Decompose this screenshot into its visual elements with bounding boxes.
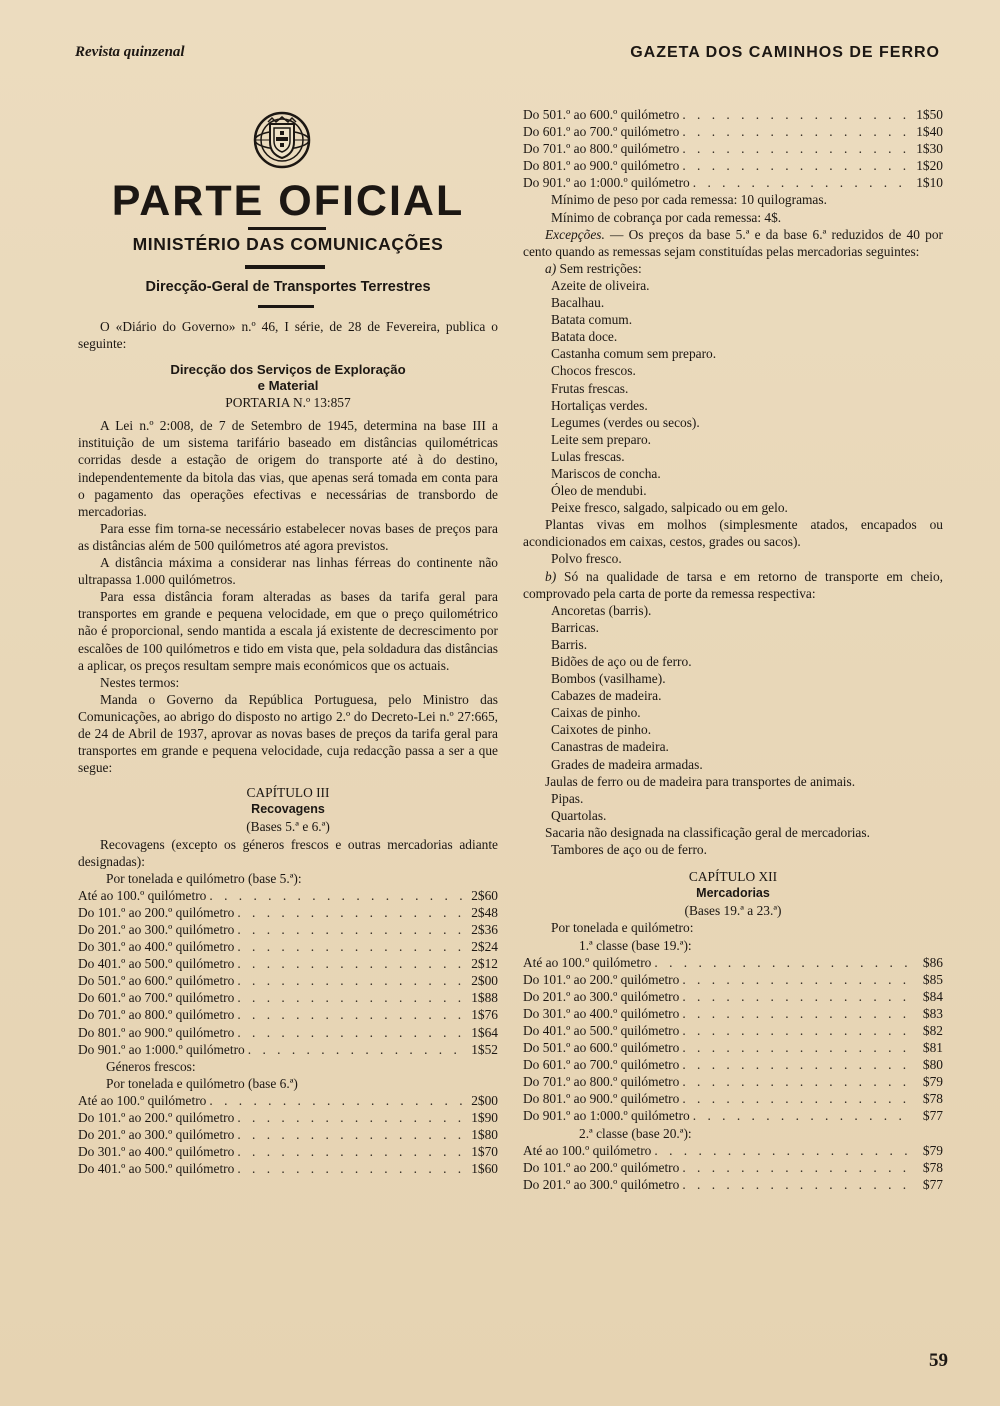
list-item: Bidões de aço ou de ferro. bbox=[551, 654, 692, 669]
list-item: Bacalhau. bbox=[551, 295, 605, 311]
list-item: Jaulas de ferro ou de madeira para transportes de animais. bbox=[545, 773, 856, 789]
running-head-left: Revista quinzenal bbox=[75, 44, 185, 60]
body-paragraph: Manda o Governo da República Portuguesa, pelo Ministro das Comunicações, ao abrigo do disposto no artigo 2.º do Decreto-Lei n.º 27:665, de 24 de Abril de 1937, aprovar as novas bases de preços da tarifa geral para transportes em grande e pequena velocidade, cuja redacção passa a ser a que segue: bbox=[78, 691, 498, 776]
list-item: Hortaliças verdes. bbox=[551, 397, 648, 413]
tariff-row: Do 501.º ao 600.º quilómetro . . . 1$50 bbox=[523, 106, 943, 123]
tariff-table-base5 bbox=[78, 887, 498, 1058]
list-item: Cabazes de madeira. bbox=[551, 688, 662, 704]
intro-paragraph: O «Diário do Governo» n.º 46, I série, de 28 de Fevereira, publica o seguinte: bbox=[78, 319, 498, 352]
chapter-title: CAPÍTULO III bbox=[246, 785, 330, 801]
page-title: PARTE OFICIAL bbox=[111, 177, 465, 225]
list-item: Tambores de aço ou de ferro. bbox=[551, 842, 707, 858]
list-item: Polvo fresco. bbox=[551, 551, 622, 567]
tariff-label: Por tonelada e quilómetro (base 6.ª) bbox=[106, 1075, 298, 1091]
body-paragraph: A distância máxima a considerar nas linhas férreas do continente não ultrapassa 1.000 quilómetros. bbox=[78, 555, 498, 588]
minimum-weight: Mínimo de peso por cada remessa: 10 quilogramas. bbox=[551, 192, 827, 208]
chapter-description: Recovagens (excepto os géneros frescos e outras mercadorias adiante designadas): bbox=[78, 836, 498, 869]
chapter-subtitle: Mercadorias bbox=[696, 886, 770, 901]
tariff-row: Do 201.º ao 300.º quilómetro . . . 1$80 bbox=[78, 1126, 498, 1143]
body-paragraph: Para essa distância foram alteradas as bases da tarifa geral para transportes em grande e pequena velocidade, em que o preço quilométrico não é proporcional, sendo mantida a escala já existente de decrescimento por escalões de 100 quilómetros e tido em vista que, pela soldadura das distâncias a aplicar, os preços resultam sempre mais económicos que os actuais. bbox=[78, 589, 498, 673]
tariff-row: Do 801.º ao 900.º quilómetro . . . $78 bbox=[523, 1090, 943, 1107]
tariff-row: Do 101.º ao 200.º quilómetro . . . 1$90 bbox=[78, 1109, 498, 1126]
tariff-row: Do 901.º ao 1:000.º quilómetro . . . $77 bbox=[523, 1107, 943, 1124]
list-item: Batata doce. bbox=[551, 329, 618, 345]
group-b-heading: b) Só na qualidade de tarsa e em retorno de transporte em cheio, comprovado pela carta de porte da remessa respectiva: bbox=[523, 568, 943, 601]
list-item: Quartolas. bbox=[551, 807, 607, 823]
tariff-row: Do 701.º ao 800.º quilómetro . . . 1$30 bbox=[523, 140, 943, 157]
tariff-table-class1 bbox=[523, 954, 943, 1125]
chapter-bases: (Bases 19.ª a 23.ª) bbox=[684, 903, 782, 919]
tariff-row: Do 401.º ao 500.º quilómetro . . . 2$12 bbox=[78, 955, 498, 972]
tariff-row: Do 201.º ao 300.º quilómetro . . . 2$36 bbox=[78, 921, 498, 938]
exceptions-label: Excepções. bbox=[545, 226, 605, 242]
list-item: Leite sem preparo. bbox=[551, 431, 652, 447]
body-paragraph: Para esse fim torna-se necessário estabelecer novas bases de preços para as distâncias além de 500 quilómetros até agora previstos. bbox=[78, 520, 498, 553]
tariff-label: Géneros frescos: bbox=[106, 1058, 196, 1074]
portaria-number: PORTARIA N.º 13:857 bbox=[225, 395, 351, 411]
tariff-row: Do 201.º ao 300.º quilómetro . . . $84 bbox=[523, 988, 943, 1005]
service-heading bbox=[78, 362, 498, 394]
tariff-row: Do 301.º ao 400.º quilómetro . . . 1$70 bbox=[78, 1143, 498, 1160]
list-item: Pipas. bbox=[551, 790, 584, 806]
list-item: Caixas de pinho. bbox=[551, 705, 641, 721]
list-item: Caixotes de pinho. bbox=[551, 722, 652, 738]
portuguese-coat-of-arms-icon bbox=[250, 108, 314, 172]
list-item: Óleo de mendubi. bbox=[551, 483, 647, 499]
class-label: 1.ª classe (base 19.ª): bbox=[579, 937, 692, 953]
list-item: Grades de madeira armadas. bbox=[551, 756, 703, 772]
chapter-bases: (Bases 5.ª e 6.ª) bbox=[246, 819, 330, 835]
tariff-row: Do 301.º ao 400.º quilómetro . . . $83 bbox=[523, 1005, 943, 1022]
tariff-row: Até ao 100.º quilómetro . . . $79 bbox=[523, 1142, 943, 1159]
list-item: Legumes (verdes ou secos). bbox=[551, 414, 700, 430]
tariff-row: Do 401.º ao 500.º quilómetro . . . 1$60 bbox=[78, 1160, 498, 1177]
tariff-row: Do 701.º ao 800.º quilómetro . . . $79 bbox=[523, 1073, 943, 1090]
class-label: 2.ª classe (base 20.ª): bbox=[579, 1125, 692, 1141]
tariff-row: Do 601.º ao 700.º quilómetro . . . 1$40 bbox=[523, 123, 943, 140]
tariff-row: Até ao 100.º quilómetro . . . $86 bbox=[523, 954, 943, 971]
tariff-row: Do 601.º ao 700.º quilómetro . . . 1$88 bbox=[78, 989, 498, 1006]
list-item: Ancoretas (barris). bbox=[551, 602, 652, 618]
body-paragraph: A Lei n.º 2:008, de 7 de Setembro de 1945, determina na base III a instituição de um sistema tarifário baseado em distâncias quilométricas corridas desde a estação de origem do transporte até à do destino, independentemente da bitola das vias, que apenas será tomada em conta para o pagamento das operações efectivas e necessárias de transbordo de mercadorias. bbox=[78, 418, 498, 519]
tariff-row: Do 901.º ao 1:000.º quilómetro . . . 1$10 bbox=[523, 174, 943, 191]
minimum-charge: Mínimo de cobrança por cada remessa: 4$. bbox=[551, 209, 782, 225]
list-item: Plantas vivas em molhos (simplesmente atados, encapados ou acondicionados em caixas, cestos, grades ou sacos). bbox=[523, 517, 943, 550]
list-item: Chocos frescos. bbox=[551, 363, 636, 379]
chapter-subtitle: Recovagens bbox=[251, 802, 325, 817]
tariff-row: Do 101.º ao 200.º quilómetro . . . 2$48 bbox=[78, 904, 498, 921]
directorate-rule bbox=[258, 305, 314, 308]
list-item: Azeite de oliveira. bbox=[551, 277, 650, 293]
list-item: Mariscos de concha. bbox=[551, 465, 661, 481]
title-rule bbox=[248, 227, 326, 230]
group-a-heading: a) Sem restrições: bbox=[545, 260, 642, 276]
tariff-row: Do 201.º ao 300.º quilómetro . . . $77 bbox=[523, 1176, 943, 1193]
tariff-row: Do 801.º ao 900.º quilómetro . . . 1$20 bbox=[523, 157, 943, 174]
body-paragraph: Nestes termos: bbox=[100, 674, 180, 690]
tariff-row: Do 701.º ao 800.º quilómetro . . . 1$76 bbox=[78, 1006, 498, 1023]
tariff-row: Do 401.º ao 500.º quilómetro . . . $82 bbox=[523, 1022, 943, 1039]
page-number: 59 bbox=[929, 1350, 948, 1371]
group-a-list bbox=[523, 277, 943, 568]
tariff-row: Do 801.º ao 900.º quilómetro . . . 1$64 bbox=[78, 1024, 498, 1041]
tariff-row: Do 501.º ao 600.º quilómetro . . . 2$00 bbox=[78, 972, 498, 989]
list-item: Lulas frescas. bbox=[551, 448, 625, 464]
list-item: Frutas frescas. bbox=[551, 380, 629, 396]
tariff-row: Do 601.º ao 700.º quilómetro . . . $80 bbox=[523, 1056, 943, 1073]
tariff-row: Até ao 100.º quilómetro . . . 2$60 bbox=[78, 887, 498, 904]
list-item: Sacaria não designada na classificação geral de mercadorias. bbox=[545, 824, 870, 840]
list-item: Barris. bbox=[551, 636, 588, 652]
right-column bbox=[523, 106, 943, 1193]
tariff-row: Do 101.º ao 200.º quilómetro . . . $85 bbox=[523, 971, 943, 988]
service-heading-line: Direcção dos Serviços de Exploração bbox=[170, 362, 406, 378]
tariff-table-class2 bbox=[523, 1142, 943, 1193]
ministry-title: MINISTÉRIO DAS COMUNICAÇÕES bbox=[132, 234, 444, 254]
list-item: Castanha comum sem preparo. bbox=[551, 346, 717, 362]
list-item: Canastras de madeira. bbox=[551, 739, 669, 755]
list-item: Peixe fresco, salgado, salpicado ou em gelo. bbox=[551, 500, 788, 516]
left-column bbox=[78, 318, 498, 1177]
running-head-right: GAZETA DOS CAMINHOS DE FERRO bbox=[630, 44, 940, 61]
tariff-row: Do 301.º ao 400.º quilómetro . . . 2$24 bbox=[78, 938, 498, 955]
tariff-row: Do 901.º ao 1:000.º quilómetro . . . 1$52 bbox=[78, 1041, 498, 1058]
list-item: Barricas. bbox=[551, 619, 599, 635]
tariff-label: Por tonelada e quilómetro (base 5.ª): bbox=[106, 870, 302, 886]
ministry-rule bbox=[245, 265, 325, 269]
tariff-row: Do 101.º ao 200.º quilómetro . . . $78 bbox=[523, 1159, 943, 1176]
directorate-title: Direcção-Geral de Transportes Terrestres bbox=[145, 279, 431, 295]
tariff-row: Do 501.º ao 600.º quilómetro . . . $81 bbox=[523, 1039, 943, 1056]
group-b-list bbox=[523, 602, 943, 858]
list-item: Bombos (vasilhame). bbox=[551, 671, 666, 687]
service-heading-line: e Material bbox=[257, 378, 319, 394]
tariff-table-base6-continued bbox=[523, 106, 943, 191]
tariff-label: Por tonelada e quilómetro: bbox=[551, 920, 694, 936]
tariff-table-base6 bbox=[78, 1092, 498, 1177]
chapter-title: CAPÍTULO XII bbox=[688, 869, 778, 885]
list-item: Batata comum. bbox=[551, 312, 633, 328]
exceptions-paragraph: Excepções. — Os preços da base 5.ª e da base 6.ª reduzidos de 40 por cento quando as remessas sejam constituídas pelas mercadorias seguintes: bbox=[523, 226, 943, 259]
tariff-row: Até ao 100.º quilómetro . . . 2$00 bbox=[78, 1092, 498, 1109]
